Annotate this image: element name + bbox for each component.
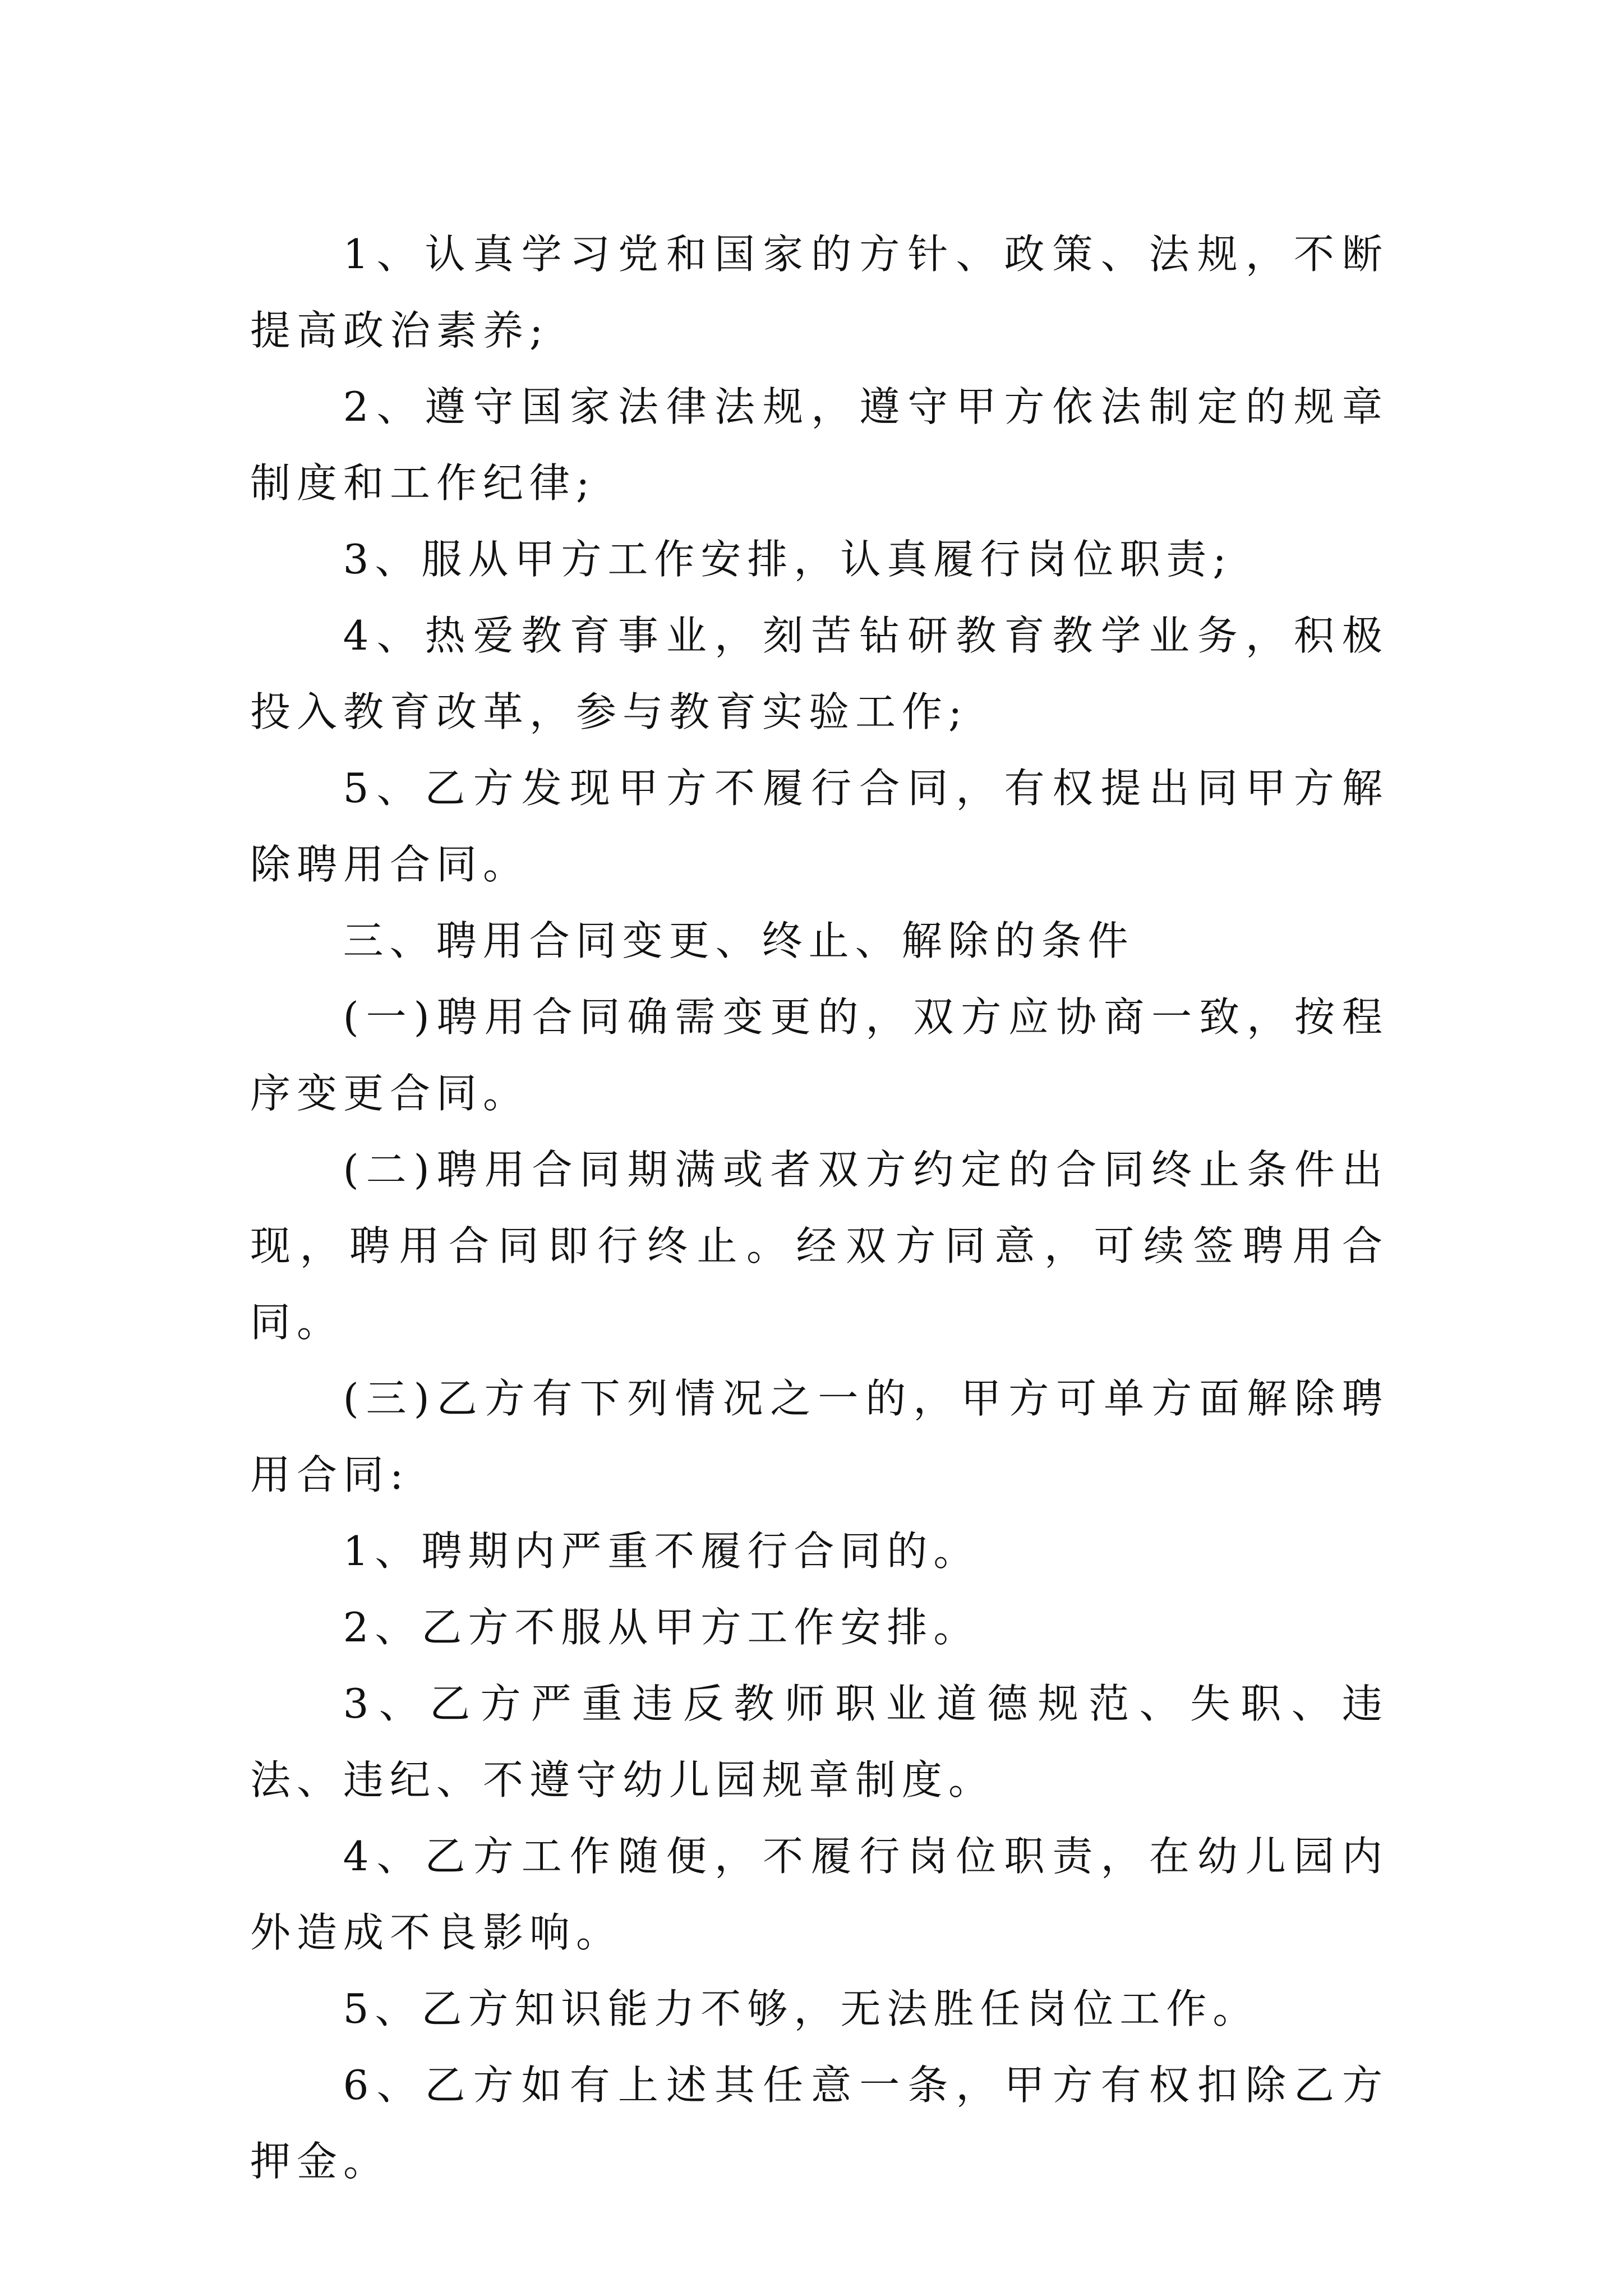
paragraph-condition-4: 4、乙方工作随便，不履行岗位职责，在幼儿园内外造成不良影响。	[250, 1833, 1389, 1956]
paragraph-condition-5: 5、乙方知识能力不够，无法胜任岗位工作。	[343, 1985, 1260, 2032]
paragraph-condition-6: 6、乙方如有上述其任意一条，甲方有权扣除乙方押金。	[250, 2062, 1389, 2185]
paragraph-condition-1: 1、聘期内严重不履行合同的。	[343, 1527, 980, 1575]
paragraph-condition-3: 3、乙方严重违反教师职业道德规范、失职、违法、违纪、不遵守幼儿园规章制度。	[250, 1680, 1389, 1803]
paragraph-duty-4: 4、热爱教育事业，刻苦钻研教育教学业务，积极投入教育改革，参与教育实验工作;	[250, 612, 1389, 735]
paragraph-duty-3: 3、服从甲方工作安排，认真履行岗位职责;	[343, 536, 1233, 583]
paragraph-clause-3: (三)乙方有下列情况之一的，甲方可单方面解除聘用合同:	[250, 1375, 1389, 1498]
section-heading-3: 三、聘用合同变更、终止、解除的条件	[343, 917, 1135, 964]
paragraph-clause-1: (一)聘用合同确需变更的，双方应协商一致，按程序变更合同。	[250, 993, 1389, 1117]
paragraph-duty-1: 1、认真学习党和国家的方针、政策、法规，不断提高政治素养;	[250, 231, 1389, 354]
paragraph-condition-2: 2、乙方不服从甲方工作安排。	[343, 1604, 980, 1651]
paragraph-clause-2: (二)聘用合同期满或者双方约定的合同终止条件出现，聘用合同即行终止。经双方同意，可续签聘用合同。	[250, 1146, 1389, 1346]
paragraph-duty-2: 2、遵守国家法律法规，遵守甲方依法制定的规章制度和工作纪律;	[250, 383, 1389, 507]
document-body	[250, 216, 1389, 2200]
paragraph-duty-5: 5、乙方发现甲方不履行合同，有权提出同甲方解除聘用合同。	[250, 765, 1389, 888]
